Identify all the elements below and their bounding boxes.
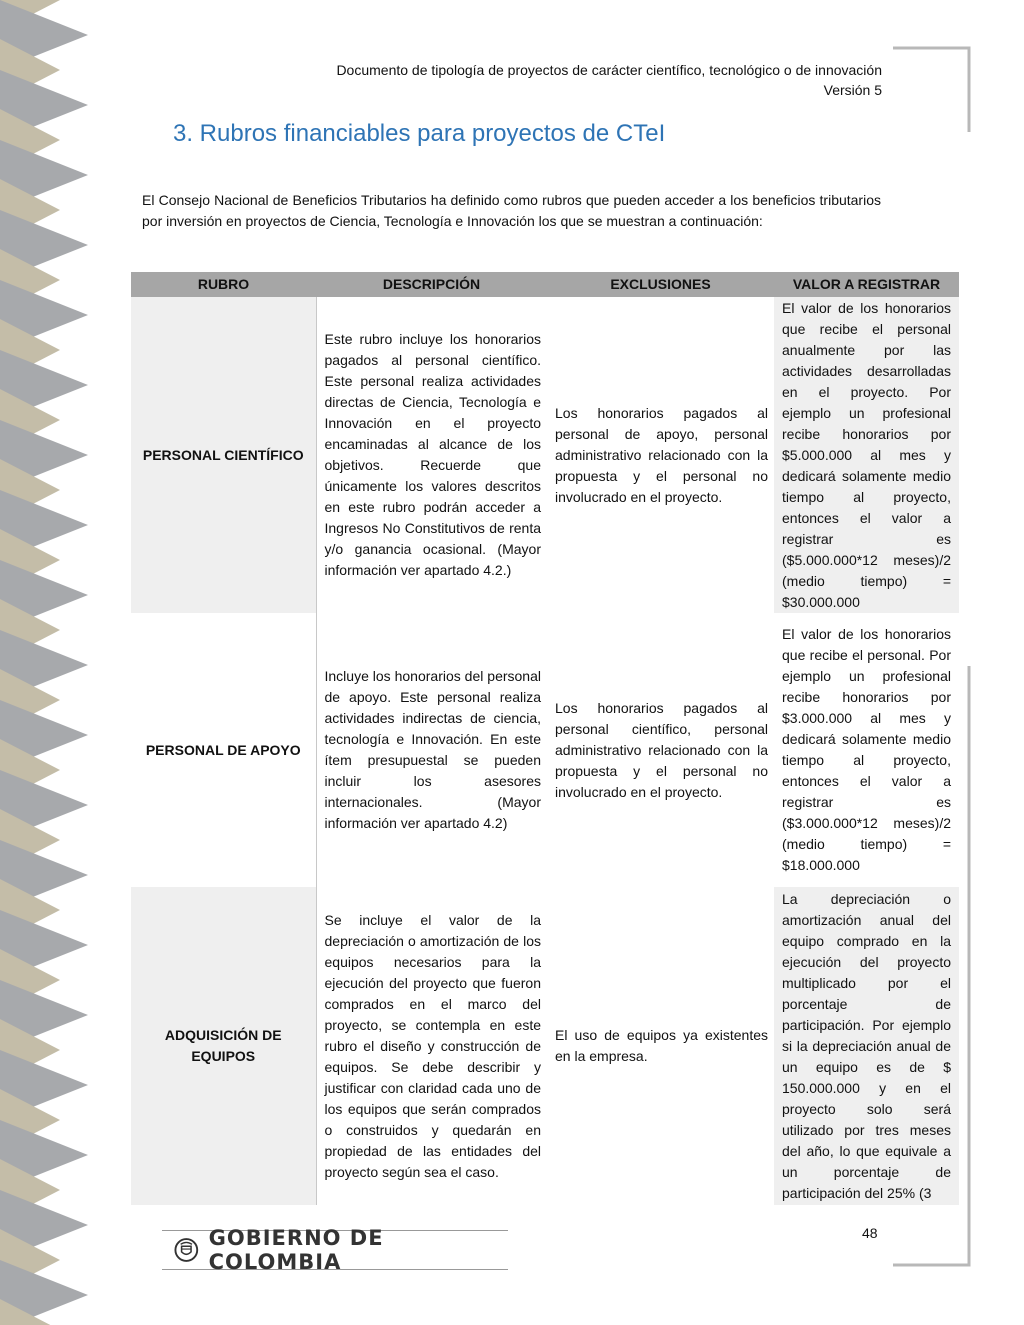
exclusiones-cell: El uso de equipos ya existentes en la empresa. — [547, 887, 774, 1205]
header-version: Versión 5 — [823, 82, 882, 98]
column-header-exclusiones: EXCLUSIONES — [547, 272, 774, 297]
descripcion-cell: Este rubro incluye los honorarios pagados al personal científico. Este personal realiza actividades directas de Ciencia, Tecnología e Innovación en el proyecto encaminadas al alcance de los objetivos. Recuerde que únicamente los valores descritos en este rubro podrán acceder a Ingresos No Constitutivos de renta y/o ganancia ocasional. (Mayor información ver apartado 4.2.) — [316, 297, 547, 613]
valor-cell: La depreciación o amortización anual del equipo comprado en la ejecución del proyecto multiplicado por el porcentaje de participación. Por ejemplo si la depreciación anual de un equipo es de $ 150.000.000 y en el proyecto solo será utilizado por tres meses del año, lo que equivale a un porcentaje de participación del 25% (3 — [774, 887, 959, 1205]
intro-paragraph: El Consejo Nacional de Beneficios Tributarios ha definido como rubros que pueden acceder a los beneficios tributarios por inversión en proyectos de Ciencia, Tecnología e Innovación los que se muestran a continuación: — [142, 192, 881, 229]
exclusiones-cell: Los honorarios pagados al personal científico, personal administrativo relacionado con la propuesta y el personal no involucrado en el proyecto. — [547, 613, 774, 887]
column-header-descripcion: DESCRIPCIÓN — [316, 272, 547, 297]
table-header-row — [131, 272, 959, 297]
table-row — [131, 613, 959, 887]
exclusiones-cell: Los honorarios pagados al personal de apoyo, personal administrativo relacionado con la propuesta y el personal no involucrado en el proyecto. — [547, 297, 774, 613]
column-header-rubro: RUBRO — [131, 272, 316, 297]
table-row — [131, 297, 959, 613]
coat-of-arms-icon — [174, 1237, 199, 1263]
rubro-cell: PERSONAL CIENTÍFICO — [131, 297, 316, 613]
decorative-side-band — [0, 0, 92, 1325]
valor-cell: El valor de los honorarios que recibe el personal anualmente por las actividades desarrolladas en el proyecto. Por ejemplo un profesional recibe honorarios por $5.000.000 al mes y dedicará solamente medio tiempo al proyecto, entonces el valor a registrar es ($5.000.000*12 meses)/2 (medio tiempo) = $30.000.000 — [774, 297, 959, 613]
header-document-title: Documento de tipología de proyectos de carácter científico, tecnológico o de innovación — [336, 62, 882, 78]
descripcion-cell: Se incluye el valor de la depreciación o amortización de los equipos necesarios para la ejecución del proyecto que fueron comprados en el marco del proyecto, se contempla en este rubro el diseño y construcción de equipos. Se debe describir y justificar con claridad cada uno de los equipos que serán comprados o construidos y quedarán en propiedad de las entidades del proyecto según sea el caso. — [316, 887, 547, 1205]
rubro-cell: ADQUISICIÓN DE EQUIPOS — [131, 887, 316, 1205]
page-number: 48 — [862, 1225, 878, 1241]
table-row — [131, 887, 959, 1205]
column-header-valor: VALOR A REGISTRAR — [774, 272, 959, 297]
valor-cell: El valor de los honorarios que recibe el personal. Por ejemplo un profesional recibe honorarios por $3.000.000 al mes y dedicará solamente medio tiempo al proyecto, entonces el valor a registrar es ($3.000.000*12 meses)/2 (medio tiempo) = $18.000.000 — [782, 626, 951, 873]
footer-logo-text: GOBIERNO DE COLOMBIA — [208, 1226, 384, 1274]
descripcion-cell: Incluye los honorarios del personal de apoyo. Este personal realiza actividades indirectas de ciencia, tecnología e Innovación. En este ítem presupuestal se pueden incluir los asesores internacionales. (Mayor información ver apartado 4.2) — [316, 613, 547, 887]
section-title: 3. Rubros financiables para proyectos de CTeI — [173, 120, 666, 147]
footer-logo — [162, 1226, 508, 1274]
rubros-table — [131, 272, 960, 1205]
rubro-cell: PERSONAL DE APOYO — [145, 741, 301, 758]
